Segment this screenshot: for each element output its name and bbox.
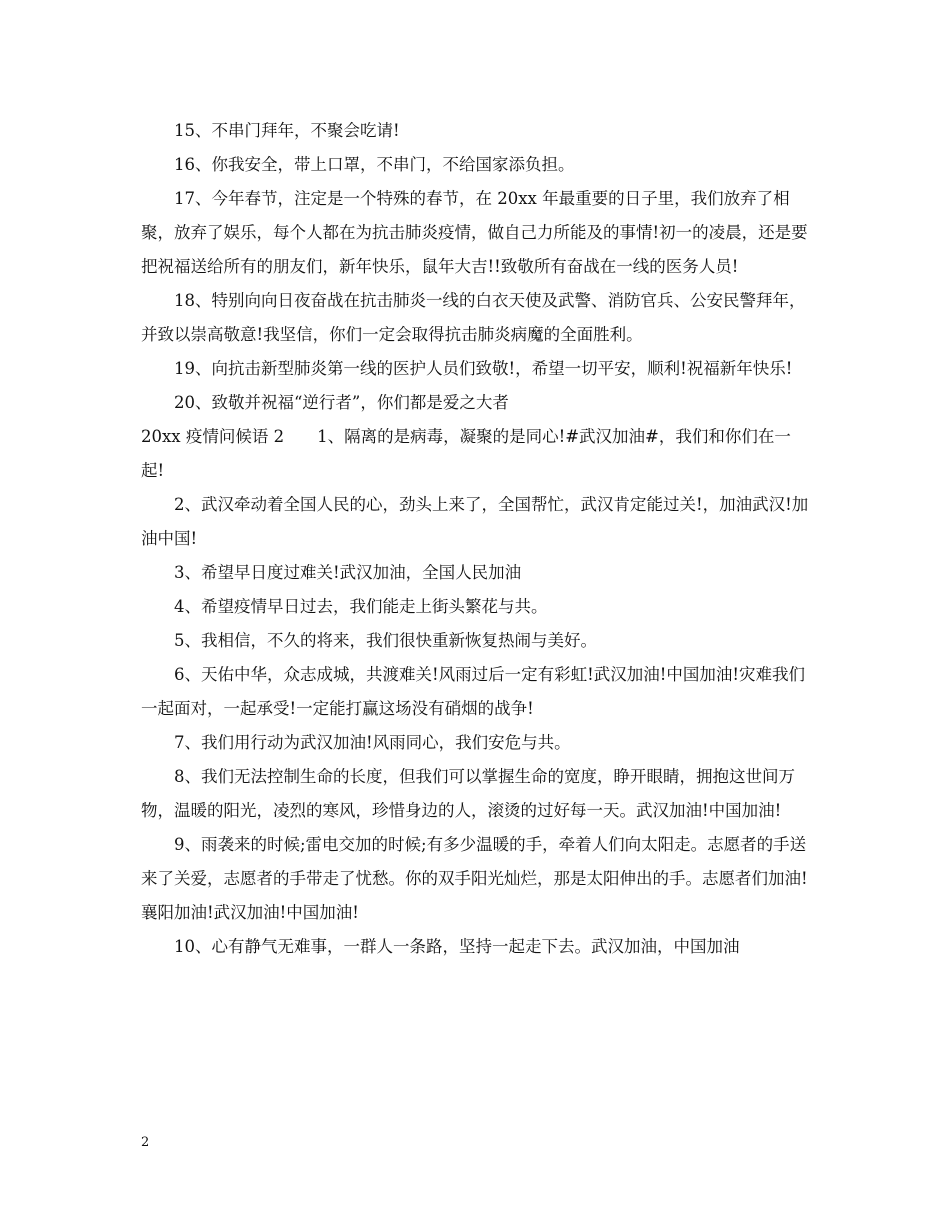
paragraph-10: 10、心有静气无难事，一群人一条路，坚持一起走下去。武汉加油，中国加油 <box>174 937 740 956</box>
section-heading-paragraph-1: 20xx 疫情问候语 2 1、隔离的是病毒，凝聚的是同心!#武汉加油#，我们和你们在一起! <box>141 427 791 480</box>
document-body <box>141 114 813 964</box>
paragraph-20: 20、致敬并祝福“逆行者”，你们都是爱之大者 <box>174 393 509 412</box>
paragraph-9: 9、雨袭来的时候;雷电交加的时候;有多少温暖的手，牵着人们向太阳走。志愿者的手送来了关爱，志愿者的手带走了忧愁。你的双手阳光灿烂，那是太阳伸出的手。志愿者们加油!襄阳加油!武汉加油!中国加油! <box>141 835 808 922</box>
page-number: 2 <box>141 1135 150 1150</box>
paragraph-2: 2、武汉牵动着全国人民的心，劲头上来了，全国帮忙，武汉肯定能过关!，加油武汉!加油中国! <box>141 495 809 548</box>
paragraph-18: 18、特别向向日夜奋战在抗击肺炎一线的白衣天使及武警、消防官兵、公安民警拜年，并致以崇高敬意!我坚信，你们一定会取得抗击肺炎病魔的全面胜利。 <box>141 291 806 344</box>
paragraph-16: 16、你我安全，带上口罩，不串门，不给国家添负担。 <box>174 155 575 174</box>
paragraph-4: 4、希望疫情早日过去，我们能走上街头繁花与共。 <box>174 597 548 616</box>
paragraph-7: 7、我们用行动为武汉加油!风雨同心，我们安危与共。 <box>174 733 571 752</box>
paragraph-15: 15、不串门拜年，不聚会吃请! <box>174 121 400 140</box>
paragraph-6: 6、天佑中华，众志成城，共渡难关!风雨过后一定有彩虹!武汉加油!中国加油!灾难我们一起面对，一起承受!一定能打赢这场没有硝烟的战争! <box>141 665 806 718</box>
paragraph-17: 17、今年春节，注定是一个特殊的春节，在 20xx 年最重要的日子里，我们放弃了相聚，放弃了娱乐，每个人都在为抗击肺炎疫情，做自己力所能及的事情!初一的凌晨，还是要把祝福送给所有的朋友们，新年快乐，鼠年大吉!!致敬所有奋战在一线的医务人员! <box>141 189 808 276</box>
paragraph-8: 8、我们无法控制生命的长度，但我们可以掌握生命的宽度，睁开眼睛，拥抱这世间万物，温暖的阳光，凌烈的寒风，珍惜身边的人，滚烫的过好每一天。武汉加油!中国加油! <box>141 767 795 820</box>
paragraph-19: 19、向抗击新型肺炎第一线的医护人员们致敬!，希望一切平安，顺利!祝福新年快乐! <box>174 359 793 378</box>
paragraph-5: 5、我相信，不久的将来，我们很快重新恢复热闹与美好。 <box>174 631 597 650</box>
paragraph-3: 3、希望早日度过难关!武汉加油，全国人民加油 <box>174 563 522 582</box>
